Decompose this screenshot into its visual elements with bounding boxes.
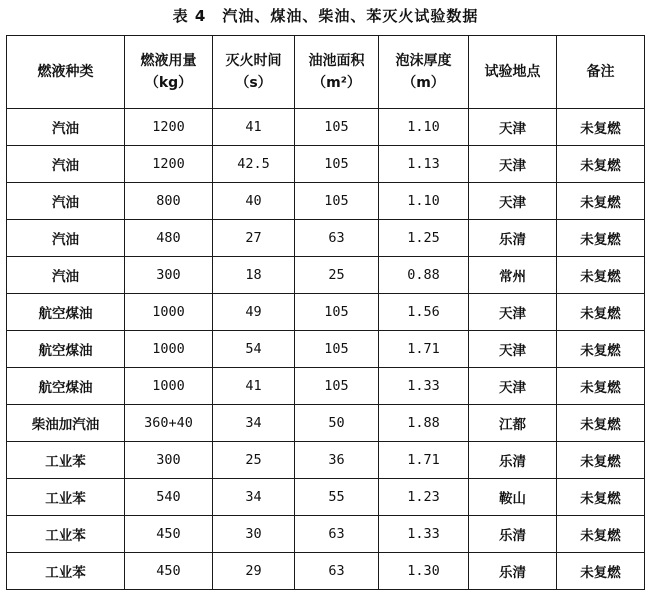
test-site-cell: 乐清 bbox=[469, 516, 557, 553]
fuel-type-cell: 汽油 bbox=[7, 220, 125, 257]
extinguish-time-cell: 18 bbox=[213, 257, 295, 294]
pool-area-cell: 105 bbox=[295, 331, 379, 368]
foam-thickness-cell: 1.10 bbox=[379, 109, 469, 146]
remark-cell: 未复燃 bbox=[557, 294, 645, 331]
extinguish-time-cell: 29 bbox=[213, 553, 295, 590]
fuel-type-cell: 汽油 bbox=[7, 183, 125, 220]
pool-area-cell: 105 bbox=[295, 368, 379, 405]
foam-thickness-cell: 1.56 bbox=[379, 294, 469, 331]
extinguish-time-cell: 49 bbox=[213, 294, 295, 331]
table-row bbox=[7, 479, 645, 516]
table-row bbox=[7, 553, 645, 590]
test-site-cell: 天津 bbox=[469, 146, 557, 183]
test-site-cell: 天津 bbox=[469, 109, 557, 146]
column-header-name: 试验地点 bbox=[484, 64, 541, 80]
remark-cell: 未复燃 bbox=[557, 516, 645, 553]
table-row bbox=[7, 109, 645, 146]
fuel-amount-cell: 1000 bbox=[125, 368, 213, 405]
column-header bbox=[213, 36, 295, 109]
extinguish-time-cell: 41 bbox=[213, 368, 295, 405]
pool-area-cell: 105 bbox=[295, 183, 379, 220]
pool-area-cell: 63 bbox=[295, 516, 379, 553]
test-site-cell: 天津 bbox=[469, 331, 557, 368]
remark-cell: 未复燃 bbox=[557, 553, 645, 590]
table-row bbox=[7, 405, 645, 442]
foam-thickness-cell: 1.25 bbox=[379, 220, 469, 257]
fuel-amount-cell: 1200 bbox=[125, 146, 213, 183]
fuel-amount-cell: 1000 bbox=[125, 294, 213, 331]
fuel-type-cell: 工业苯 bbox=[7, 553, 125, 590]
extinguish-time-cell: 34 bbox=[213, 479, 295, 516]
column-header-name: 灭火时间 bbox=[225, 53, 282, 69]
extinguish-time-cell: 30 bbox=[213, 516, 295, 553]
fuel-type-cell: 工业苯 bbox=[7, 516, 125, 553]
test-site-cell: 乐清 bbox=[469, 442, 557, 479]
pool-area-cell: 105 bbox=[295, 146, 379, 183]
fuel-type-cell: 柴油加汽油 bbox=[7, 405, 125, 442]
test-site-cell: 天津 bbox=[469, 368, 557, 405]
pool-area-cell: 25 bbox=[295, 257, 379, 294]
remark-cell: 未复燃 bbox=[557, 146, 645, 183]
pool-area-cell: 50 bbox=[295, 405, 379, 442]
test-site-cell: 天津 bbox=[469, 183, 557, 220]
foam-thickness-cell: 1.30 bbox=[379, 553, 469, 590]
column-header-name: 燃液种类 bbox=[37, 64, 94, 80]
fuel-amount-cell: 450 bbox=[125, 553, 213, 590]
test-site-cell: 江都 bbox=[469, 405, 557, 442]
fuel-type-cell: 汽油 bbox=[7, 146, 125, 183]
table-row bbox=[7, 257, 645, 294]
foam-thickness-cell: 1.23 bbox=[379, 479, 469, 516]
foam-thickness-cell: 1.71 bbox=[379, 331, 469, 368]
extinguish-time-cell: 34 bbox=[213, 405, 295, 442]
test-site-cell: 乐清 bbox=[469, 553, 557, 590]
test-site-cell: 天津 bbox=[469, 294, 557, 331]
column-header bbox=[379, 36, 469, 109]
test-site-cell: 常州 bbox=[469, 257, 557, 294]
column-header bbox=[7, 36, 125, 109]
extinguish-time-cell: 40 bbox=[213, 183, 295, 220]
fuel-amount-cell: 540 bbox=[125, 479, 213, 516]
test-site-cell: 鞍山 bbox=[469, 479, 557, 516]
table-row bbox=[7, 331, 645, 368]
table-row bbox=[7, 146, 645, 183]
column-header-name: 燃液用量 bbox=[140, 53, 197, 69]
fuel-amount-cell: 300 bbox=[125, 257, 213, 294]
table-body bbox=[7, 109, 645, 590]
column-header bbox=[295, 36, 379, 109]
data-table bbox=[6, 35, 645, 590]
test-site-cell: 乐清 bbox=[469, 220, 557, 257]
fuel-type-cell: 汽油 bbox=[7, 257, 125, 294]
remark-cell: 未复燃 bbox=[557, 109, 645, 146]
fuel-amount-cell: 1200 bbox=[125, 109, 213, 146]
fuel-amount-cell: 800 bbox=[125, 183, 213, 220]
column-header-name: 油池面积 bbox=[308, 53, 365, 69]
fuel-amount-cell: 450 bbox=[125, 516, 213, 553]
pool-area-cell: 63 bbox=[295, 220, 379, 257]
fuel-amount-cell: 480 bbox=[125, 220, 213, 257]
remark-cell: 未复燃 bbox=[557, 331, 645, 368]
remark-cell: 未复燃 bbox=[557, 405, 645, 442]
fuel-type-cell: 工业苯 bbox=[7, 442, 125, 479]
extinguish-time-cell: 27 bbox=[213, 220, 295, 257]
pool-area-cell: 55 bbox=[295, 479, 379, 516]
fuel-type-cell: 航空煤油 bbox=[7, 368, 125, 405]
extinguish-time-cell: 41 bbox=[213, 109, 295, 146]
foam-thickness-cell: 1.88 bbox=[379, 405, 469, 442]
fuel-type-cell: 工业苯 bbox=[7, 479, 125, 516]
column-header bbox=[557, 36, 645, 109]
table-row bbox=[7, 294, 645, 331]
remark-cell: 未复燃 bbox=[557, 368, 645, 405]
foam-thickness-cell: 1.10 bbox=[379, 183, 469, 220]
table-row bbox=[7, 183, 645, 220]
table-row bbox=[7, 368, 645, 405]
table-row bbox=[7, 442, 645, 479]
foam-thickness-cell: 0.88 bbox=[379, 257, 469, 294]
remark-cell: 未复燃 bbox=[557, 220, 645, 257]
pool-area-cell: 105 bbox=[295, 294, 379, 331]
column-header-unit: （kg） bbox=[144, 75, 193, 91]
table-title: 表 4 汽油、煤油、柴油、苯灭火试验数据 bbox=[172, 7, 479, 25]
pool-area-cell: 63 bbox=[295, 553, 379, 590]
fuel-type-cell: 汽油 bbox=[7, 109, 125, 146]
fuel-type-cell: 航空煤油 bbox=[7, 294, 125, 331]
column-header-unit: （m） bbox=[402, 75, 445, 91]
foam-thickness-cell: 1.33 bbox=[379, 368, 469, 405]
foam-thickness-cell: 1.33 bbox=[379, 516, 469, 553]
foam-thickness-cell: 1.71 bbox=[379, 442, 469, 479]
remark-cell: 未复燃 bbox=[557, 479, 645, 516]
remark-cell: 未复燃 bbox=[557, 442, 645, 479]
remark-cell: 未复燃 bbox=[557, 257, 645, 294]
column-header bbox=[125, 36, 213, 109]
table-row bbox=[7, 516, 645, 553]
fuel-type-cell: 航空煤油 bbox=[7, 331, 125, 368]
extinguish-time-cell: 54 bbox=[213, 331, 295, 368]
extinguish-time-cell: 25 bbox=[213, 442, 295, 479]
table-header bbox=[7, 36, 645, 109]
foam-thickness-cell: 1.13 bbox=[379, 146, 469, 183]
table-row bbox=[7, 220, 645, 257]
extinguish-time-cell: 42.5 bbox=[213, 146, 295, 183]
pool-area-cell: 105 bbox=[295, 109, 379, 146]
column-header-unit: （m²） bbox=[312, 75, 361, 91]
fuel-amount-cell: 360+40 bbox=[125, 405, 213, 442]
header-row bbox=[7, 36, 645, 109]
fuel-amount-cell: 300 bbox=[125, 442, 213, 479]
column-header-name: 泡沫厚度 bbox=[395, 53, 452, 69]
pool-area-cell: 36 bbox=[295, 442, 379, 479]
column-header-name: 备注 bbox=[586, 64, 615, 80]
column-header-unit: （s） bbox=[235, 75, 272, 91]
fuel-amount-cell: 1000 bbox=[125, 331, 213, 368]
remark-cell: 未复燃 bbox=[557, 183, 645, 220]
column-header bbox=[469, 36, 557, 109]
